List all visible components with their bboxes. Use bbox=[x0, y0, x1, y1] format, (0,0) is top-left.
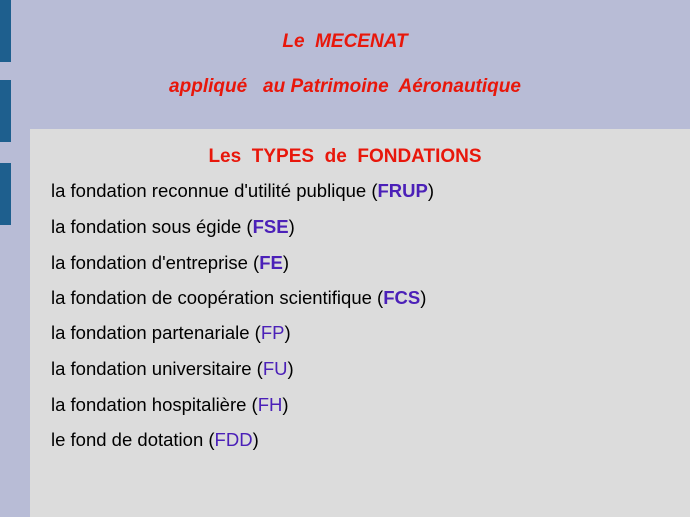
item-text: la fondation reconnue d'utilité publique ( bbox=[51, 180, 378, 201]
content-panel bbox=[30, 129, 690, 517]
item-close-paren: ) bbox=[282, 252, 290, 273]
item-text: la fondation d'entreprise ( bbox=[51, 252, 260, 273]
list-item-fse bbox=[51, 216, 295, 238]
item-abbreviation: FRUP bbox=[377, 180, 428, 201]
item-abbreviation: FU bbox=[262, 358, 288, 379]
item-text: la fondation partenariale ( bbox=[51, 322, 261, 343]
item-abbreviation: FP bbox=[260, 322, 285, 343]
slide-subtitle: appliqué au Patrimoine Aéronautique bbox=[169, 76, 521, 97]
item-close-paren: ) bbox=[288, 216, 295, 237]
item-abbreviation: FSE bbox=[252, 216, 289, 237]
list-item-fp bbox=[51, 322, 291, 344]
item-close-paren: ) bbox=[287, 358, 294, 379]
item-close-paren: ) bbox=[284, 322, 291, 343]
item-abbreviation: FH bbox=[257, 394, 283, 415]
item-text: la fondation hospitalière ( bbox=[51, 394, 258, 415]
list-item-fcs bbox=[51, 287, 426, 309]
item-abbreviation: FE bbox=[259, 252, 283, 273]
item-abbreviation: FDD bbox=[214, 429, 253, 450]
list-item-frup bbox=[51, 180, 434, 202]
item-close-paren: ) bbox=[427, 180, 435, 201]
list-item-fdd bbox=[51, 429, 259, 451]
item-close-paren: ) bbox=[420, 287, 427, 308]
list-item-fu bbox=[51, 358, 294, 380]
accent-bar-bottom bbox=[0, 163, 11, 225]
item-text: le fond de dotation ( bbox=[51, 429, 215, 450]
list-item-fe bbox=[51, 252, 289, 274]
slide-title: Le MECENAT bbox=[282, 31, 408, 52]
item-close-paren: ) bbox=[252, 429, 259, 450]
item-text: la fondation universitaire ( bbox=[51, 358, 263, 379]
list-item-fh bbox=[51, 394, 289, 416]
section-heading: Les TYPES de FONDATIONS bbox=[208, 146, 482, 167]
item-abbreviation: FCS bbox=[383, 287, 421, 308]
item-text: la fondation sous égide ( bbox=[51, 216, 253, 237]
item-text: la fondation de coopération scientifique ( bbox=[51, 287, 384, 308]
item-close-paren: ) bbox=[282, 394, 289, 415]
